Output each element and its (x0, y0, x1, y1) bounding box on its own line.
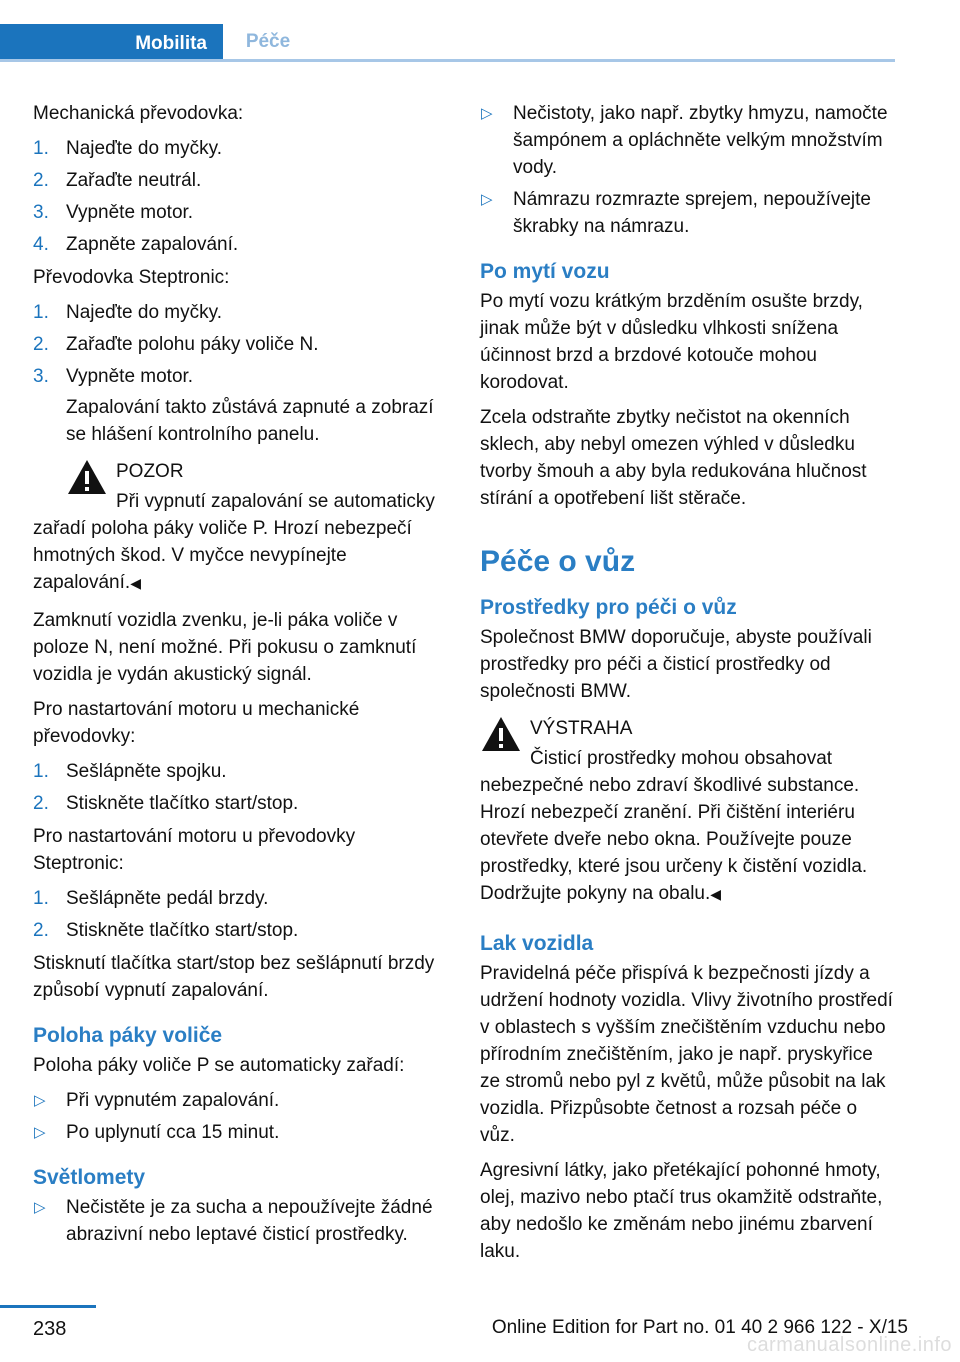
warning-title: VÝSTRAHA (530, 718, 633, 739)
list-item (33, 1194, 448, 1248)
list-item (33, 299, 448, 326)
tab-mobilita[interactable]: Mobilita (0, 24, 223, 62)
para-start-steptronic: Pro nastartování motoru u převodovky Steptronic: (33, 826, 356, 874)
header-bar (0, 24, 895, 62)
step-text: Sešlápněte pedál brzdy. (66, 888, 269, 909)
step-text: Najeďte do myčky. (66, 302, 222, 323)
heading-selector-position: Poloha páky voliče (33, 1024, 223, 1047)
heading-after-wash: Po mytí vozu (480, 260, 610, 283)
triangle-bullet-icon: ▷ (34, 1124, 46, 1141)
list-item (33, 167, 448, 194)
wash-bullets (480, 100, 895, 240)
after-wash-para-2: Zcela odstraňte zbytky nečistot na okenních sklech, aby nebyl omezen výhled v důsledku tvorby šmouh a aby byla redukována hlučnost stírání a opotřebení lišt stěrače. (480, 407, 867, 509)
triangle-bullet-icon: ▷ (481, 105, 493, 122)
step-number: 3. (33, 366, 49, 387)
steptronic-steps-list (33, 299, 448, 597)
list-item (33, 231, 448, 258)
triangle-bullet-icon: ▷ (34, 1199, 46, 1216)
step-number: 1. (33, 888, 49, 909)
bullet-text: Nečistoty, jako např. zbytky hmyzu, namočte šampónem a opláchněte velkým množstvím vody. (513, 103, 888, 178)
steptronic-intro: Převodovka Steptronic: (33, 267, 230, 288)
manual-intro: Mechanická převodovka: (33, 103, 244, 124)
step-text: Zařaďte neutrál. (66, 170, 202, 191)
watermark: carmanualsonline.info (746, 1334, 952, 1356)
step-text: Zapněte zapalování. (66, 234, 239, 255)
triangle-bullet-icon: ▷ (481, 191, 493, 208)
after-wash-para-1: Po mytí vozu krátkým brzděním osušte brzdy, jinak může být v důsledku vlhkosti snížena účinnost brzd a brzdové kotouče mohou korodovat. (480, 291, 863, 393)
edition-text: Online Edition for Part no. 01 40 2 966 122 - X/15 (491, 1317, 908, 1338)
end-mark-icon: ◀ (130, 575, 141, 591)
warning-triangle-icon (480, 715, 522, 753)
list-item (33, 790, 448, 817)
step-number: 4. (33, 234, 49, 255)
header-rule (0, 59, 895, 62)
paint-para-1: Pravidelná péče přispívá k bezpečnosti jízdy a udržení hodnoty vozidla. Vlivy životního prostředí v oblastech s vyšším znečištěním vzduchu nebo přírodním znečištěním, jako je např. pryskyřice ze stromů nebo pyl z květů, může působit na lak vozidla. Přizpůsobte četnost a rozsah péče o vůz. (480, 963, 893, 1146)
list-item (33, 363, 448, 597)
list-item (480, 186, 895, 240)
bullet-text: Při vypnutém zapalování. (66, 1090, 280, 1111)
warning-text: Čisticí prostředky mohou obsahovat nebezpečné nebo zdraví škodlivé substance. Hrozí nebezpečí zranění. Při čištění interiéru otevřete dveře nebo okna. Používejte pouze prostředky, které jsou určeny k čistění vozidla. Dodržujte pokyny na obalu. (480, 748, 868, 904)
para-lock: Zamknutí vozidla zvenku, je-li páka voliče v poloze N, není možné. Při pokusu o zamknutí vozidla je vydán akustický signál. (33, 610, 417, 685)
warning-body (480, 745, 895, 908)
tab-pece[interactable]: Péče (245, 31, 291, 52)
bullet-text: Po uplynutí cca 15 minut. (66, 1122, 280, 1143)
step-text: Stiskněte tlačítko start/stop. (66, 793, 299, 814)
warning-box (33, 458, 448, 597)
list-item (33, 331, 448, 358)
step-number: 2. (33, 793, 49, 814)
step-number: 1. (33, 138, 49, 159)
step-text: Stiskněte tlačítko start/stop. (66, 920, 299, 941)
step-text: Sešlápněte spojku. (66, 761, 227, 782)
para-start-manual: Pro nastartování motoru u mechanické převodovky: (33, 699, 360, 747)
step-number: 2. (33, 334, 49, 355)
paint-para-2: Agresivní látky, jako přetékající pohonné hmoty, olej, mazivo nebo ptačí trus okamžitě odstraňte, aby nedošlo ke změnám nebo jinému zbarvení laku. (480, 1160, 883, 1262)
heading-care-products: Prostředky pro péči o vůz (480, 596, 737, 619)
step-text: Vypněte motor. (66, 202, 194, 223)
step-number: 2. (33, 920, 49, 941)
list-item (33, 885, 448, 912)
step-number: 2. (33, 170, 49, 191)
selector-intro: Poloha páky voliče P se automaticky zařadí: (33, 1055, 405, 1076)
para-start-nobrake: Stisknutí tlačítka start/stop bez sešlápnutí brzdy způsobí vypnutí zapalování. (33, 953, 435, 1001)
start-manual-list (33, 758, 448, 817)
headlight-bullets (33, 1194, 448, 1248)
warning-body (33, 488, 448, 597)
right-column (480, 100, 895, 1273)
step-text: Vypněte motor. (66, 366, 194, 387)
warning-text: Při vypnutí zapalování se automaticky zařadí poloha páky voliče P. Hrozí nebezpečí hmotných škod. V myčce nevypínejte zapalování. (33, 491, 435, 593)
end-mark-icon: ◀ (710, 886, 722, 902)
step-number: 1. (33, 761, 49, 782)
list-item (480, 100, 895, 181)
warning-title: POZOR (116, 461, 184, 482)
heading-headlights: Světlomety (33, 1166, 146, 1189)
step-text: Zařaďte polohu páky voliče N. (66, 334, 319, 355)
step-text: Najeďte do myčky. (66, 138, 222, 159)
list-item (33, 135, 448, 162)
manual-steps-list (33, 135, 448, 258)
list-item (33, 1087, 448, 1114)
list-item (33, 199, 448, 226)
selector-bullets (33, 1087, 448, 1146)
step-number: 1. (33, 302, 49, 323)
list-item (33, 1119, 448, 1146)
list-item (33, 758, 448, 785)
bullet-text: Námrazu rozmrazte sprejem, nepoužívejte škrabky na námrazu. (513, 189, 871, 237)
page-number: 238 (33, 1318, 67, 1340)
left-column (33, 100, 448, 1254)
care-products-para: Společnost BMW doporučuje, abyste používali prostředky pro péči a čisticí prostředky od společnosti BMW. (480, 627, 872, 702)
bullet-text: Nečistěte je za sucha a nepoužívejte žádné abrazivní nebo leptavé čisticí prostředky. (66, 1197, 433, 1245)
list-item (33, 917, 448, 944)
warning-box (480, 715, 895, 908)
heading-paint: Lak vozidla (480, 932, 594, 955)
heading-car-care: Péče o vůz (480, 545, 636, 578)
step-note: Zapalování takto zůstává zapnuté a zobrazí se hlášení kontrolního panelu. (66, 397, 434, 445)
triangle-bullet-icon: ▷ (34, 1092, 46, 1109)
warning-triangle-icon (66, 458, 108, 496)
step-number: 3. (33, 202, 49, 223)
footer-rule (0, 1305, 96, 1308)
start-steptronic-list (33, 885, 448, 944)
